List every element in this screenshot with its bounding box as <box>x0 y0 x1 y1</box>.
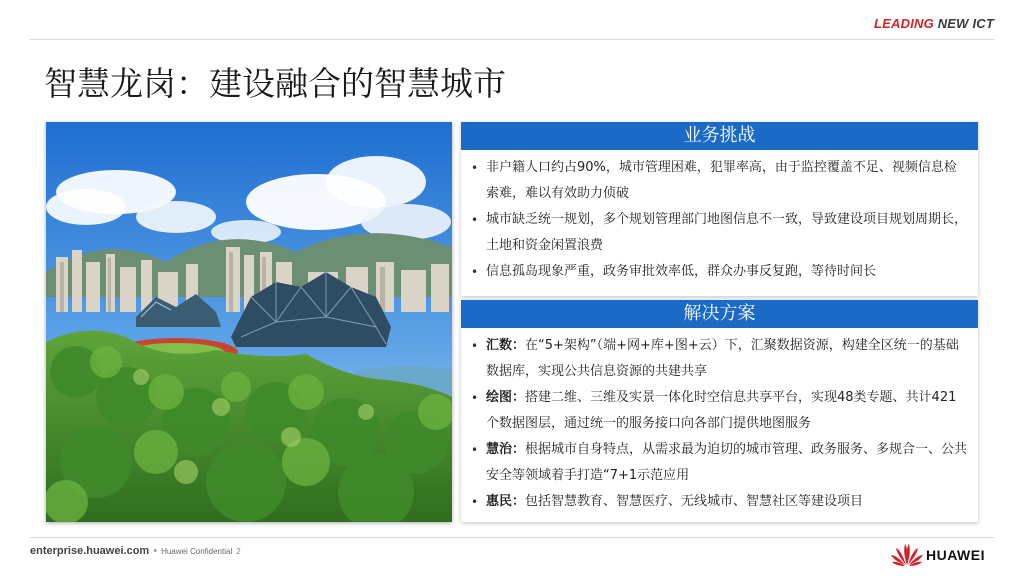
separator-dot-icon: • <box>153 545 158 557</box>
confidential-label: Huawei Confidential <box>161 547 233 556</box>
bullet-icon: • <box>471 495 479 509</box>
solution-text: 包括智慧教育、智慧医疗、无线城市、智慧社区等建设项目 <box>525 494 864 509</box>
challenges-list <box>461 150 978 285</box>
challenge-text: 非户籍人口约占90%，城市管理困难，犯罪率高，由于监控覆盖不足、视频信息检索难，难以有效助力侦破 <box>486 160 957 201</box>
header-divider <box>30 39 994 40</box>
solution-keyword: 慧治： <box>486 442 526 457</box>
list-item <box>471 385 968 437</box>
list-item <box>471 155 968 207</box>
footer-site-link[interactable]: enterprise.huawei.com <box>30 545 150 557</box>
bullet-icon: • <box>471 339 479 353</box>
footer <box>30 545 241 557</box>
city-photo <box>46 122 452 522</box>
leading-new-ict-tagline <box>874 16 994 31</box>
page-title: 智慧龙岗：建设融合的智慧城市 <box>44 64 506 103</box>
solution-keyword: 惠民： <box>486 494 526 509</box>
solution-text: 在“5+架构”（端+网+库+图+云）下，汇聚数据资源，构建全区统一的基础数据库，实现公共信息资源的共建共享 <box>486 338 959 379</box>
footer-divider <box>30 537 994 538</box>
list-item <box>471 437 968 489</box>
list-item <box>471 489 968 515</box>
solution-keyword: 汇数： <box>486 338 526 353</box>
list-item <box>471 333 968 385</box>
list-item <box>471 207 968 259</box>
tagline-leading: LEADING <box>874 16 934 31</box>
huawei-logo <box>890 541 998 567</box>
challenge-text: 信息孤岛现象严重，政务审批效率低，群众办事反复跑，等待时间长 <box>486 264 877 279</box>
bullet-icon: • <box>471 161 479 175</box>
bullet-icon: • <box>471 265 479 279</box>
bullet-icon: • <box>471 213 479 227</box>
solution-text: 根据城市自身特点，从需求最为迫切的城市管理、政务服务、多规合一、公共安全等领域着手打造“7+1示范应用 <box>486 442 968 483</box>
solution-panel <box>461 300 978 522</box>
bullet-icon: • <box>471 443 479 457</box>
solution-text: 搭建二维、三维及实景一体化时空信息共享平台，实现48类专题、共计421个数据图层，通过统一的服务接口向各部门提供地图服务 <box>486 390 957 431</box>
page-number: 2 <box>236 547 241 556</box>
bullet-icon: • <box>471 391 479 405</box>
tagline-new-ict: NEW ICT <box>933 16 994 31</box>
business-challenges-heading: 业务挑战 <box>461 122 978 150</box>
challenge-text: 城市缺乏统一规划，多个规划管理部门地图信息不一致，导致建设项目规划周期长，土地和资金闲置浪费 <box>486 212 968 253</box>
solution-list <box>461 328 978 515</box>
huawei-wordmark: HUAWEI <box>926 547 985 563</box>
solution-heading: 解决方案 <box>461 300 978 328</box>
huawei-petal-icon <box>890 541 924 567</box>
business-challenges-panel <box>461 122 978 296</box>
solution-keyword: 绘图： <box>486 390 526 405</box>
list-item <box>471 259 968 285</box>
longgang-city-image <box>46 122 452 522</box>
